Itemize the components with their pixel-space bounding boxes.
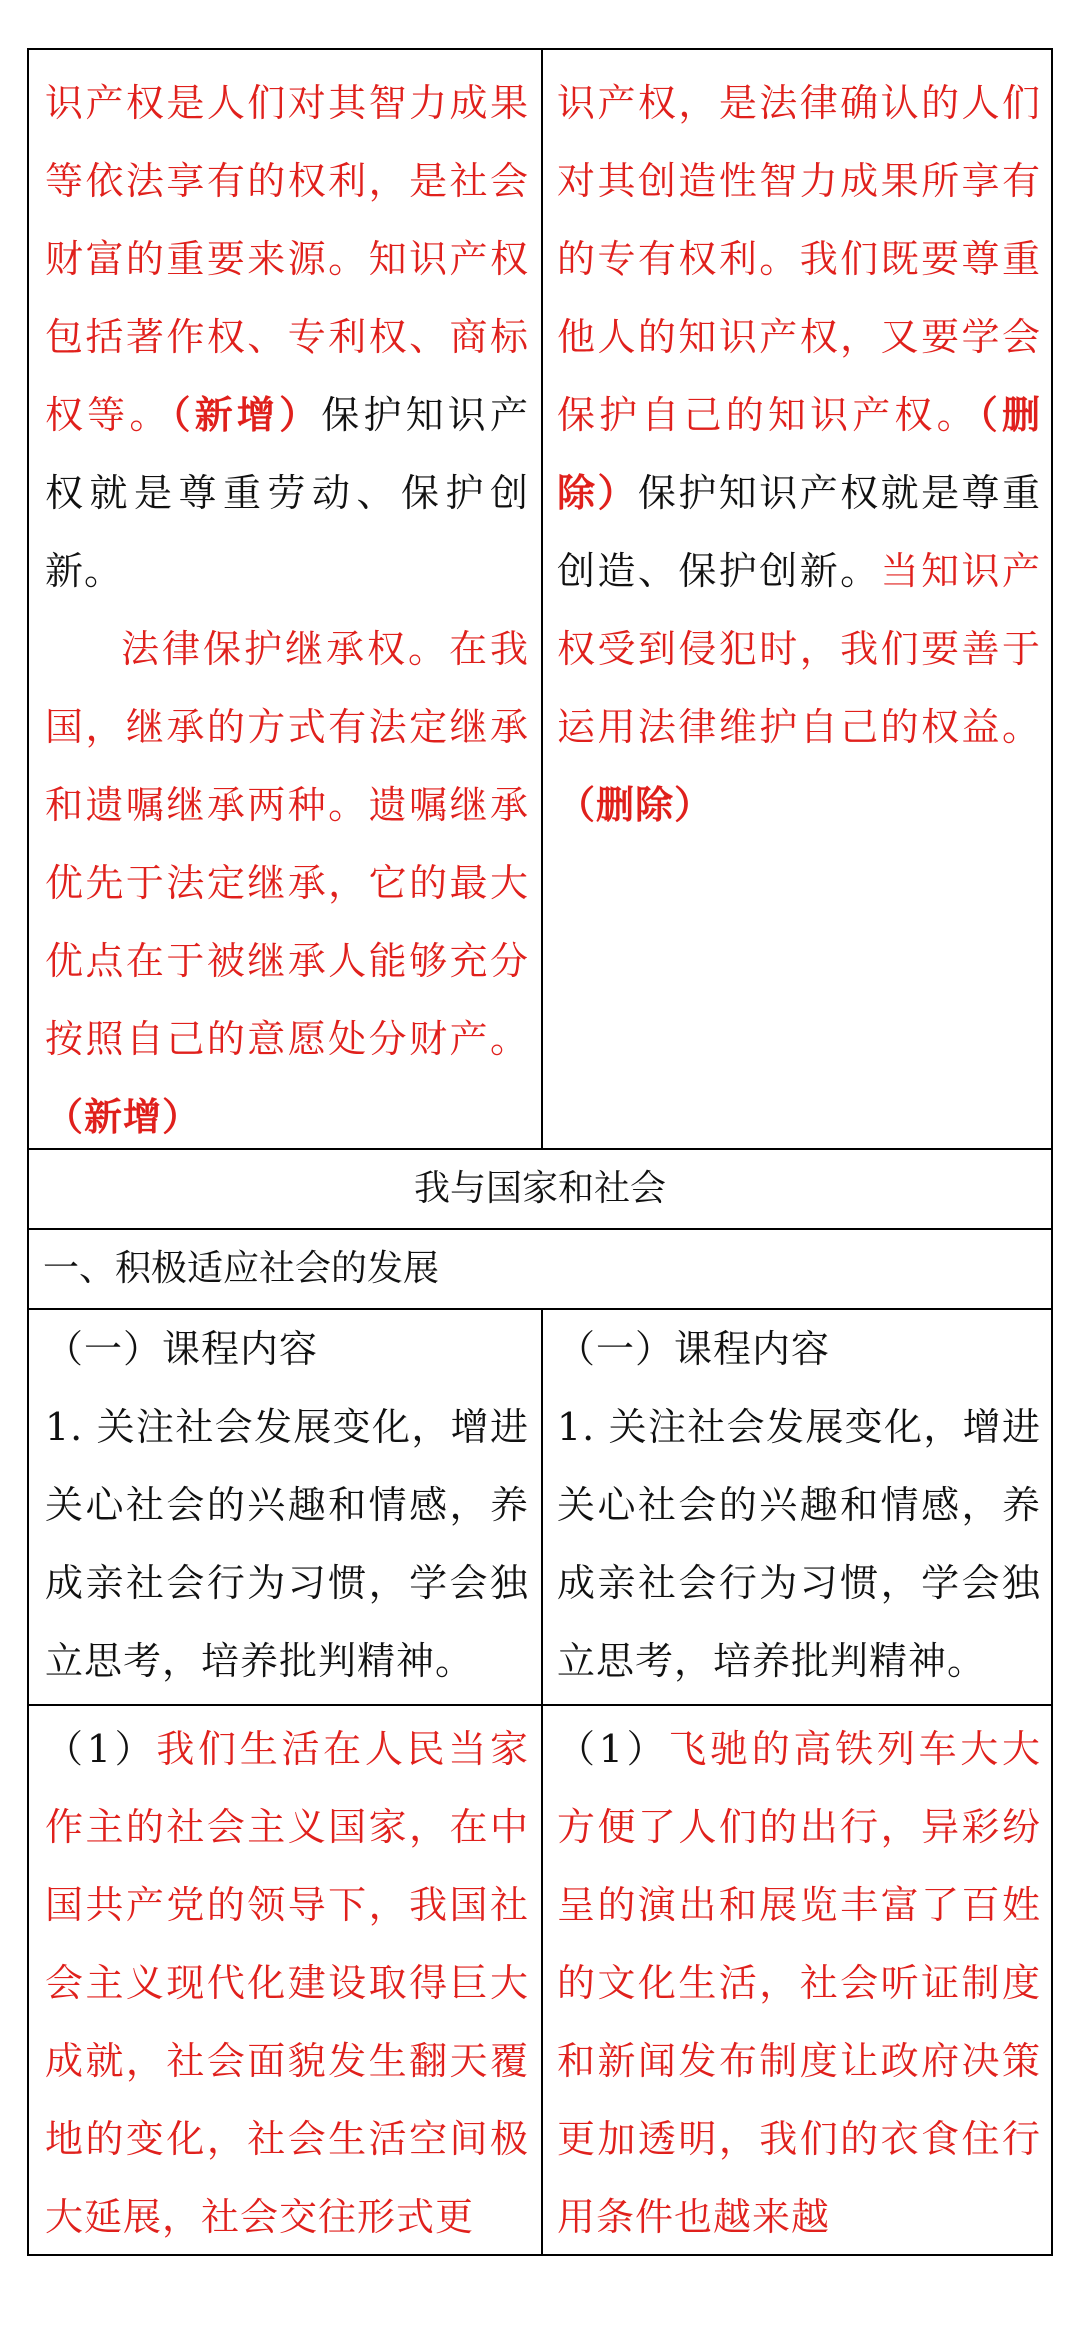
- new-standard-cell: [557, 64, 1041, 844]
- deleted-text: 识产权，是法律确认的人们对其创造性智力成果所享有的专有权利。我们既要尊重他人的知识产权，又要学会保护自己的知识产权。: [557, 81, 1041, 437]
- course-content-left: [45, 1310, 529, 1700]
- deleted-text: 当知识产权受到侵犯时，我们要善于运用法律维护自己的权益。: [557, 549, 1041, 749]
- added-text: 识产权是人们对其智力成果等依法享有的权利，是社会财富的重要来源。知识产权包括著作权、专利权、商标权等。: [45, 81, 529, 437]
- column-divider: [541, 1308, 543, 2256]
- added-tag: （新增）: [171, 393, 322, 437]
- row-divider: [29, 1704, 1051, 1706]
- unchanged-text: 保护知识产权就是尊重创造、保护创新。: [557, 471, 1041, 593]
- added-text: 法律保护继承权。在我国，继承的方式有法定继承和遗嘱继承两种。遗嘱继承优先于法定继承，它的最大优点在于被继承人能够充分按照自己的意愿处分财产。: [45, 627, 529, 1061]
- added-tag: （新增）: [45, 1095, 202, 1139]
- intellectual-property-paragraph: [45, 64, 529, 610]
- old-standard-cell: [45, 64, 529, 1156]
- column-divider: [541, 50, 543, 1148]
- unchanged-text: 保护知识产权就是尊重劳动、保护创新。: [45, 393, 529, 593]
- deleted-tag: （删除）: [557, 783, 714, 827]
- course-body: 1. 关注社会发展变化，增进关心社会的兴趣和情感，养成亲社会行为习惯，学会独立思考，培养批判精神。: [557, 1405, 1041, 1683]
- unit-title-cell: [29, 1230, 1051, 1308]
- item-number: （1）: [557, 1727, 669, 1771]
- intellectual-property-paragraph: [557, 64, 1041, 844]
- item-number: （1）: [45, 1727, 157, 1771]
- unit-title: 一、积极适应社会的发展: [43, 1248, 440, 1289]
- course-heading: （一）课程内容: [45, 1327, 319, 1371]
- course-heading: （一）课程内容: [557, 1327, 831, 1371]
- changed-text: 飞驰的高铁列车大大方便了人们的出行，异彩纷呈的演出和展览丰富了百姓的文化生活，社会听证制度和新闻发布制度让政府决策更加透明，我们的衣食住行用条件也越来越: [557, 1727, 1041, 2239]
- course-content-right: [557, 1310, 1041, 1700]
- section-title-cell: [29, 1150, 1051, 1228]
- inheritance-paragraph: [45, 610, 529, 1156]
- comparison-table: [27, 48, 1053, 2256]
- section-title: 我与国家和社会: [413, 1168, 666, 1209]
- bottom-right-cell: [557, 1710, 1041, 2256]
- changed-text: 我们生活在人民当家作主的社会主义国家，在中国共产党的领导下，我国社会主义现代化建设取得巨大成就，社会面貌发生翻天覆地的变化，社会生活空间极大延展，社会交往形式更: [45, 1727, 529, 2239]
- course-body: 1. 关注社会发展变化，增进关心社会的兴趣和情感，养成亲社会行为习惯，学会独立思考，培养批判精神。: [45, 1405, 529, 1683]
- society-paragraph: [557, 1710, 1041, 2256]
- society-paragraph: [45, 1710, 529, 2256]
- bottom-left-cell: [45, 1710, 529, 2256]
- deleted-tag: （删除）: [557, 393, 1041, 515]
